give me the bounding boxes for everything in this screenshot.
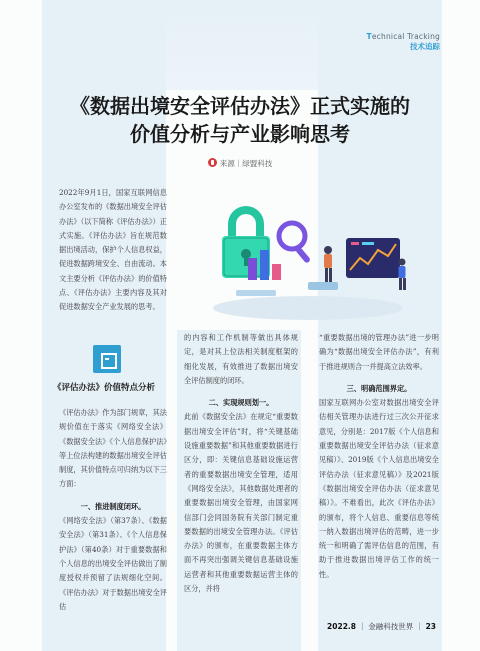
source-icon [208, 158, 217, 167]
intro-paragraph: 2022年9月1日，国家互联网信息办公室发布的《数据出境安全评估办法》（以下简称《评估办法》）正式实施。《评估办法》旨在规范数据出境活动，保护个人信息权益，促进数据跨境安全、自由流动。本文主要分析《评估办法》的价值特点、《评估办法》主要内容及其对促进数据安全产业发展的思考。 [59, 188, 167, 312]
footer-separator: ｜ [415, 622, 424, 631]
column-tag-en: Technical Tracking [366, 32, 440, 41]
point-1-paragraph [59, 500, 167, 614]
data-security-illustration [188, 196, 428, 326]
section-intro-paragraph: 《评估办法》作为部门规章，其法规价值在于落实《网络安全法》《数据安全法》《个人信息保护法》等上位法构建的数据出境安全评估制度，其价值特点可归纳为以下三方面： [59, 408, 167, 489]
point-2-label: 二、实现规则划一。 [208, 398, 274, 408]
point-2-paragraph [184, 396, 298, 596]
article-title [0, 92, 480, 148]
point-1-continued: 的内容和工作机制等做出具体规定，是对其上位法相关制度框架的细化发展，有效推进了数据出境安全评估制度的闭环。 [184, 333, 298, 385]
footer-magazine: 金融科技世界 [368, 622, 414, 631]
title-line-2: 价值分析与产业影响思考 [130, 122, 350, 146]
page-number: 23 [425, 622, 436, 631]
point-1-text: 《网络安全法》（第37条）、《数据安全法》（第31条）、《个人信息保护法》（第40条）对于重要数据和个人信息的出境安全评估做出了制度授权并预留了法规细化空间。《评估办法》对于数据出境安全评估 [59, 516, 167, 611]
body-column-2 [184, 331, 298, 596]
section-icon [93, 345, 121, 373]
column-tag [367, 32, 440, 52]
article-source [0, 158, 480, 169]
point-2-continued: “重要数据出境的管理办法”进一步明确为“数据出境安全评估办法”，有利于推进规则合一并提高立法效率。 [319, 333, 439, 371]
person-figure-icon [324, 246, 332, 282]
person-figure-icon [399, 259, 407, 291]
section-heading: 《评估办法》价值特点分析 [52, 383, 155, 393]
point-3-paragraph [319, 382, 439, 582]
body-column-3 [319, 331, 439, 582]
monitor-screen-icon [346, 238, 400, 278]
source-label: 来源｜绿盟科技 [219, 159, 273, 168]
title-line-1: 《数据出境安全评估办法》正式实施的 [70, 94, 410, 118]
point-3-text: 国家互联网办公室对数据出境安全评估相关管理办法进行过三次公开征求意见，分别是：2017版《个人信息和重要数据出境安全评估办法（征求意见稿）》、2019版《个人信息出境安全评估办法（征求意见稿）》及2021版《数据出境安全评估办法（征求意见稿）》。不难看出，此次《评估办法》的颁布，将个人信息、重要信息等统一纳入数据出境评估的范畴，进一步统一和明确了需评估信息的范围，有助于推进数据出境评估工作的统一性。 [319, 398, 439, 579]
point-1-label: 一、推进制度闭环。 [80, 501, 146, 511]
magnifier-icon [279, 223, 311, 264]
page-footer [327, 621, 436, 632]
point-3-label: 三、明确范围界定。 [346, 383, 412, 393]
footer-issue: 2022.8 [327, 622, 356, 631]
column-tag-zh: 技术追踪 [410, 42, 440, 51]
point-2-text: 此前《数据安全法》在规定“重要数据出境安全评估”时，将“关键基础设施重要数据”和其他重要数据进行区分，即：关键信息基础设施运营者的重要数据出境安全管理，适用《网络安全法》，其他数据处理者的重要数据出境安全管理，由国家网信部门会同国务院有关部门制定重要数据的出境安全管理办法。《评估办法》的颁布，在重要数据主体方面不再突出强调关键信息基础设施运营者和其他重要数据运营主体的区分，并将 [184, 412, 298, 594]
body-column-1 [59, 406, 167, 614]
footer-separator: ｜ [358, 622, 366, 631]
